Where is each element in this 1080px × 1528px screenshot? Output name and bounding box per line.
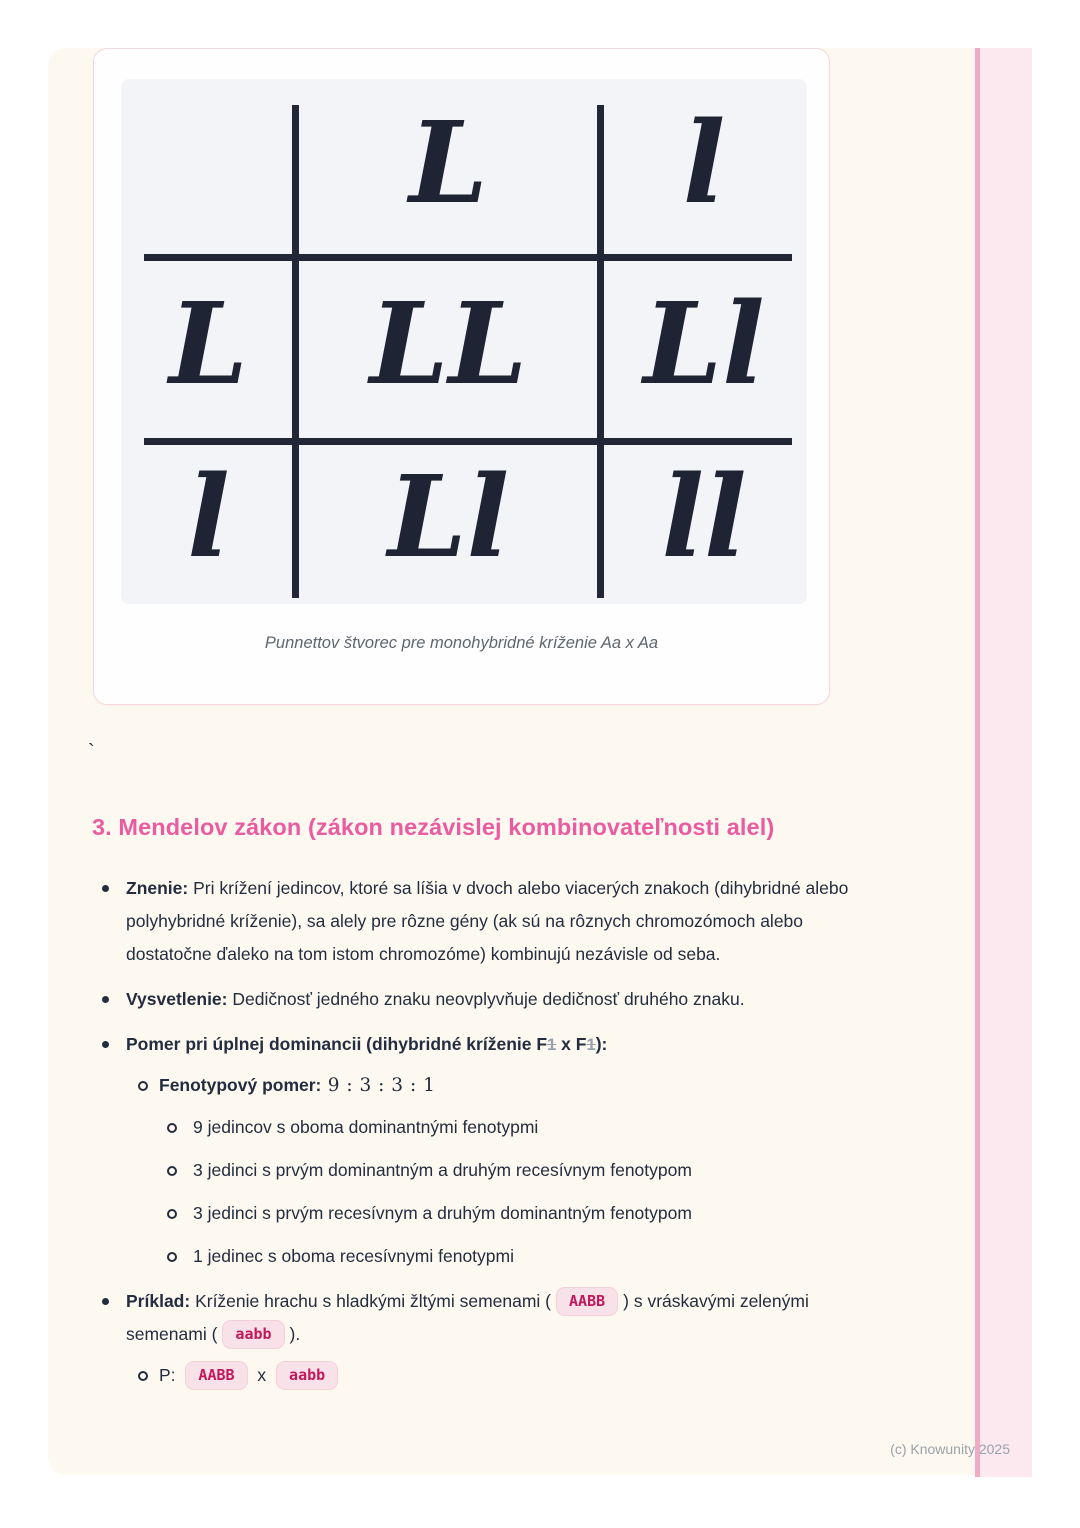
list-item-parental-cross	[126, 1359, 880, 1392]
item-label: Príklad:	[126, 1291, 191, 1311]
list-item: 1 jedinec s oboma recesívnymi fenotypmi	[159, 1240, 880, 1273]
ratio-value: 9 : 3 : 3 : 1	[321, 1075, 436, 1096]
item-label: Znenie:	[126, 878, 189, 898]
punnett-row-header: l	[187, 452, 230, 583]
section-heading: 3. Mendelov zákon (zákon nezávislej kombinovateľnosti alel)	[92, 814, 775, 840]
list-item-priklad	[92, 1285, 880, 1392]
item-label: ):	[595, 1034, 608, 1054]
punnett-gridline-horizontal	[144, 438, 792, 445]
f1-subscript: 1	[547, 1035, 557, 1054]
section-body	[92, 872, 880, 1404]
stray-backtick-character: `	[88, 741, 95, 763]
genotype-badge: AABB	[556, 1287, 618, 1316]
punnett-cell: Ll	[387, 452, 510, 583]
item-text: Kríženie hrachu s hladkými žltými semenami (	[190, 1291, 552, 1311]
genotype-badge: aabb	[276, 1361, 338, 1390]
punnett-square-image	[121, 79, 807, 604]
bullet-list	[92, 872, 880, 1392]
punnett-row-header: L	[169, 279, 248, 410]
punnett-figure-card	[93, 48, 830, 705]
f1-subscript: 1	[586, 1035, 596, 1054]
punnett-cell: LL	[369, 279, 528, 410]
item-text: Dedičnosť jedného znaku neovplyvňuje dedičnosť druhého znaku.	[227, 989, 745, 1009]
sub-sub-list	[159, 1111, 880, 1273]
item-text: ).	[289, 1324, 301, 1344]
list-item: 9 jedincov s oboma dominantnými fenotypmi	[159, 1111, 880, 1144]
punnett-gridline-horizontal	[144, 254, 792, 261]
item-text: Pri krížení jedincov, ktoré sa líšia v dvoch alebo viacerých znakoch (dihybridné alebo polyhybridné kríženie), sa alely pre rôzne gény (ak sú na rôznych chromozómoch alebo dostatočne ďaleko na tom istom chromozóme) kombinujú nezávisle od seba.	[126, 878, 849, 964]
copyright-watermark: (c) Knowunity 2025	[890, 1441, 1010, 1457]
sub-list	[126, 1069, 880, 1273]
sub-list	[126, 1359, 880, 1392]
item-text: ) s vráskavými zelenými semenami (	[126, 1291, 809, 1344]
item-text: x	[257, 1365, 267, 1385]
punnett-gridline-vertical	[597, 105, 604, 598]
punnett-grid	[121, 79, 807, 604]
list-item-znenie	[92, 872, 880, 971]
figure-caption: Punnettov štvorec pre monohybridné kríženie Aa x Aa	[264, 634, 659, 652]
note-content-area	[48, 48, 1032, 1475]
list-item-vysvetlenie	[92, 983, 880, 1016]
item-label: Fenotypový pomer:	[159, 1075, 322, 1095]
list-item: 3 jedinci s prvým dominantným a druhým recesívnym fenotypom	[159, 1154, 880, 1187]
punnett-col-header: L	[409, 97, 488, 229]
right-edge-decoration-bar	[975, 48, 1032, 1477]
punnett-cell: Ll	[643, 279, 765, 410]
list-item: 3 jedinci s prvým recesívnym a druhým dominantným fenotypom	[159, 1197, 880, 1230]
punnett-gridline-vertical	[292, 105, 299, 598]
list-item-fenotypovy-pomer	[126, 1069, 880, 1273]
item-label: x F	[556, 1034, 587, 1054]
punnett-col-header: l	[682, 97, 726, 229]
item-label: Vysvetlenie:	[126, 989, 228, 1009]
item-label: Pomer pri úplnej dominancii (dihybridné kríženie F	[126, 1034, 548, 1054]
genotype-badge: AABB	[185, 1361, 247, 1390]
genotype-badge: aabb	[222, 1320, 284, 1349]
punnett-cell	[121, 79, 296, 258]
list-item-pomer	[92, 1028, 880, 1273]
item-text: P:	[159, 1365, 176, 1385]
punnett-cell: ll	[661, 452, 747, 583]
